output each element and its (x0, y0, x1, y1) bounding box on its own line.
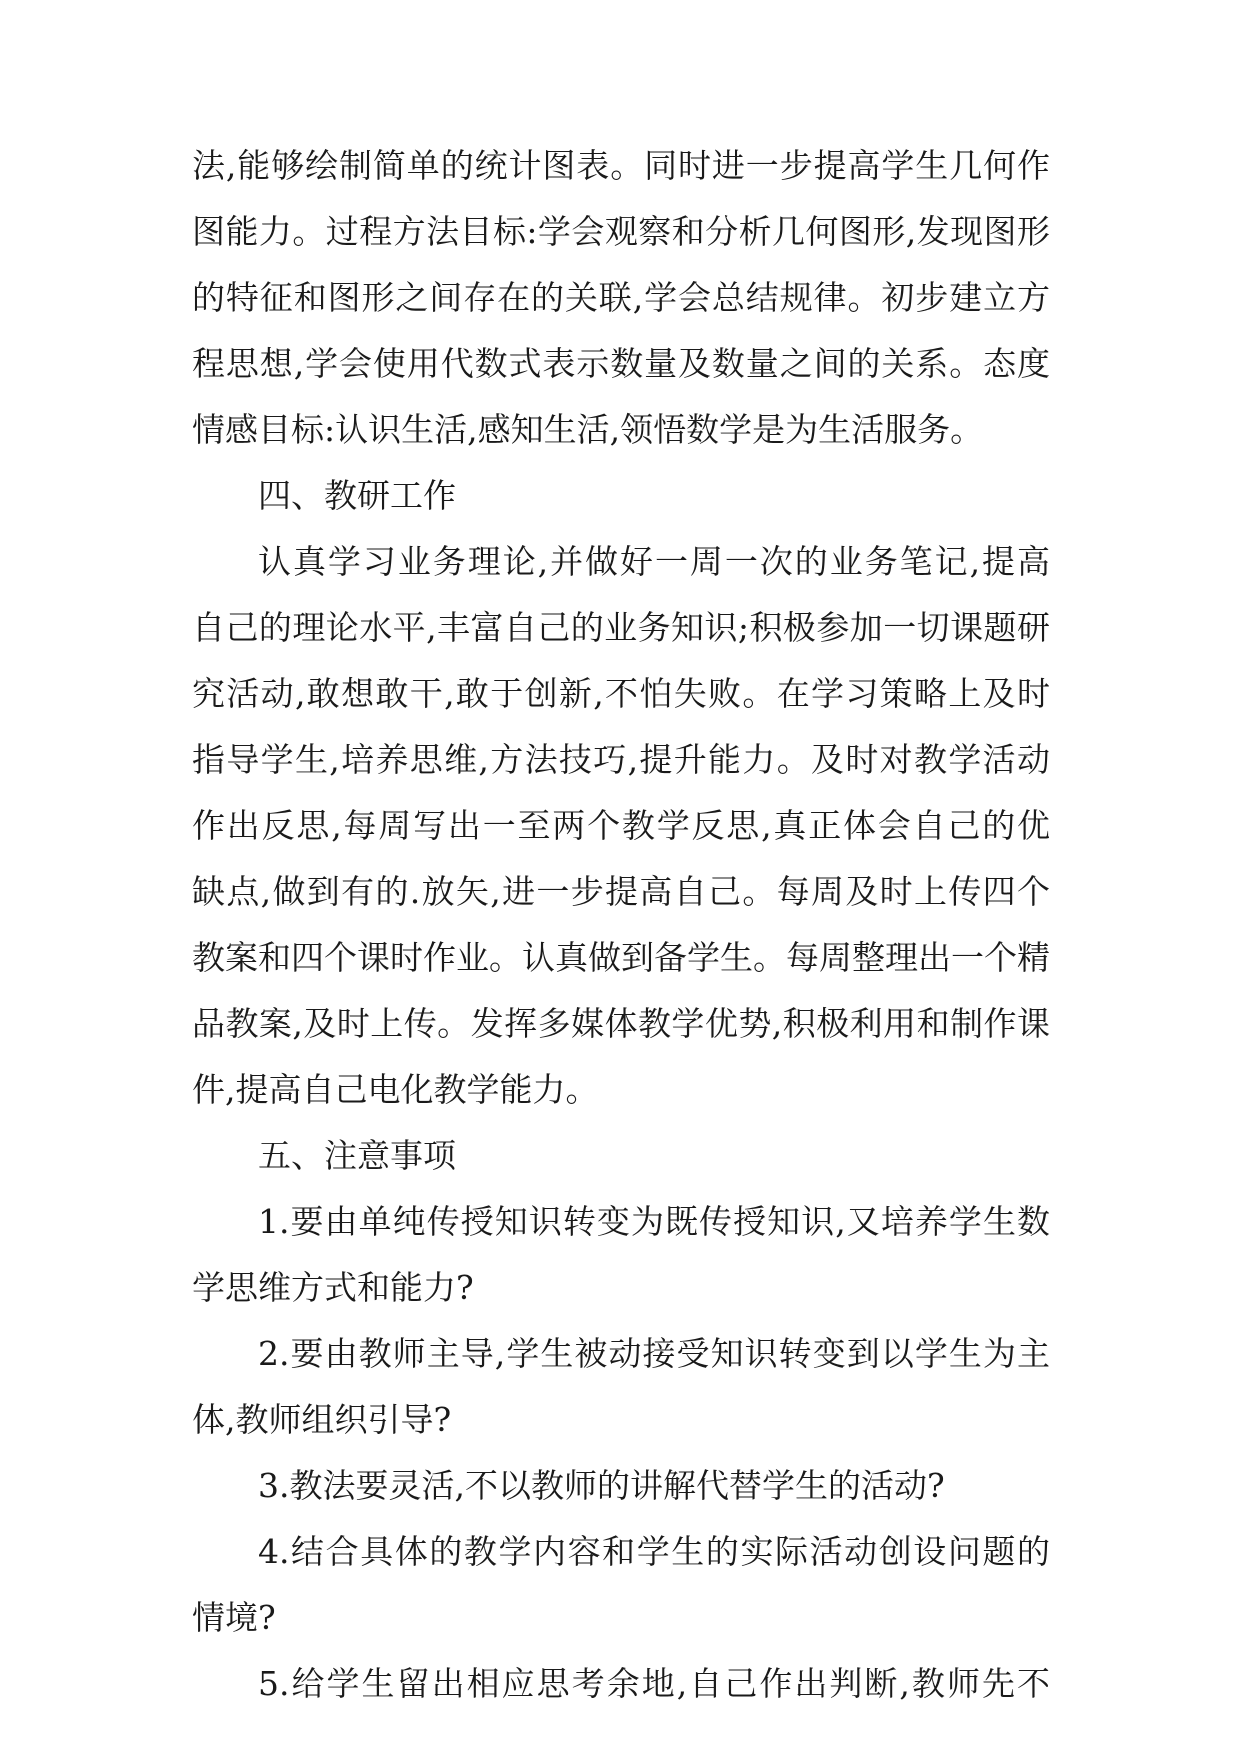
paragraph-line: 缺点,做到有的.放矢,进一步提高自己。每周及时上传四个 (192, 872, 1050, 911)
list-item-line: 1.要由单纯传授知识转变为既传授知识,又培养学生数 (258, 1202, 1050, 1241)
list-item-line: 3.教法要灵活,不以教师的讲解代替学生的活动? (258, 1466, 945, 1505)
list-item-line: 体,教师组织引导? (192, 1400, 452, 1439)
list-item-line: 4.结合具体的教学内容和学生的实际活动创设问题的 (258, 1532, 1050, 1571)
section-heading: 五、注意事项 (258, 1136, 456, 1175)
paragraph-line: 的特征和图形之间存在的关联,学会总结规律。初步建立方 (192, 278, 1050, 317)
paragraph-line: 程思想,学会使用代数式表示数量及数量之间的关系。态度 (192, 344, 1050, 383)
list-item-line: 学思维方式和能力? (192, 1268, 474, 1307)
paragraph-line: 品教案,及时上传。发挥多媒体教学优势,积极利用和制作课 (192, 1004, 1050, 1043)
paragraph-line: 作出反思,每周写出一至两个教学反思,真正体会自己的优 (192, 806, 1050, 845)
section-heading: 四、教研工作 (258, 476, 456, 515)
paragraph-line: 认真学习业务理论,并做好一周一次的业务笔记,提高 (258, 542, 1050, 581)
paragraph-line: 究活动,敢想敢干,敢于创新,不怕失败。在学习策略上及时 (192, 674, 1050, 713)
paragraph-line: 件,提高自己电化教学能力。 (192, 1070, 599, 1109)
list-item-line: 2.要由教师主导,学生被动接受知识转变到以学生为主 (258, 1334, 1050, 1373)
paragraph-line: 图能力。过程方法目标:学会观察和分析几何图形,发现图形 (192, 212, 1050, 251)
list-item-line: 5.给学生留出相应思考余地,自己作出判断,教师先不 (258, 1664, 1050, 1703)
paragraph-line: 情感目标:认识生活,感知生活,领悟数学是为生活服务。 (192, 410, 984, 449)
paragraph-line: 指导学生,培养思维,方法技巧,提升能力。及时对教学活动 (192, 740, 1050, 779)
list-item-line: 情境? (192, 1598, 276, 1637)
paragraph-line: 自己的理论水平,丰富自己的业务知识;积极参加一切课题研 (192, 608, 1050, 647)
paragraph-line: 教案和四个课时作业。认真做到备学生。每周整理出一个精 (192, 938, 1050, 977)
paragraph-line: 法,能够绘制简单的统计图表。同时进一步提高学生几何作 (192, 146, 1050, 185)
